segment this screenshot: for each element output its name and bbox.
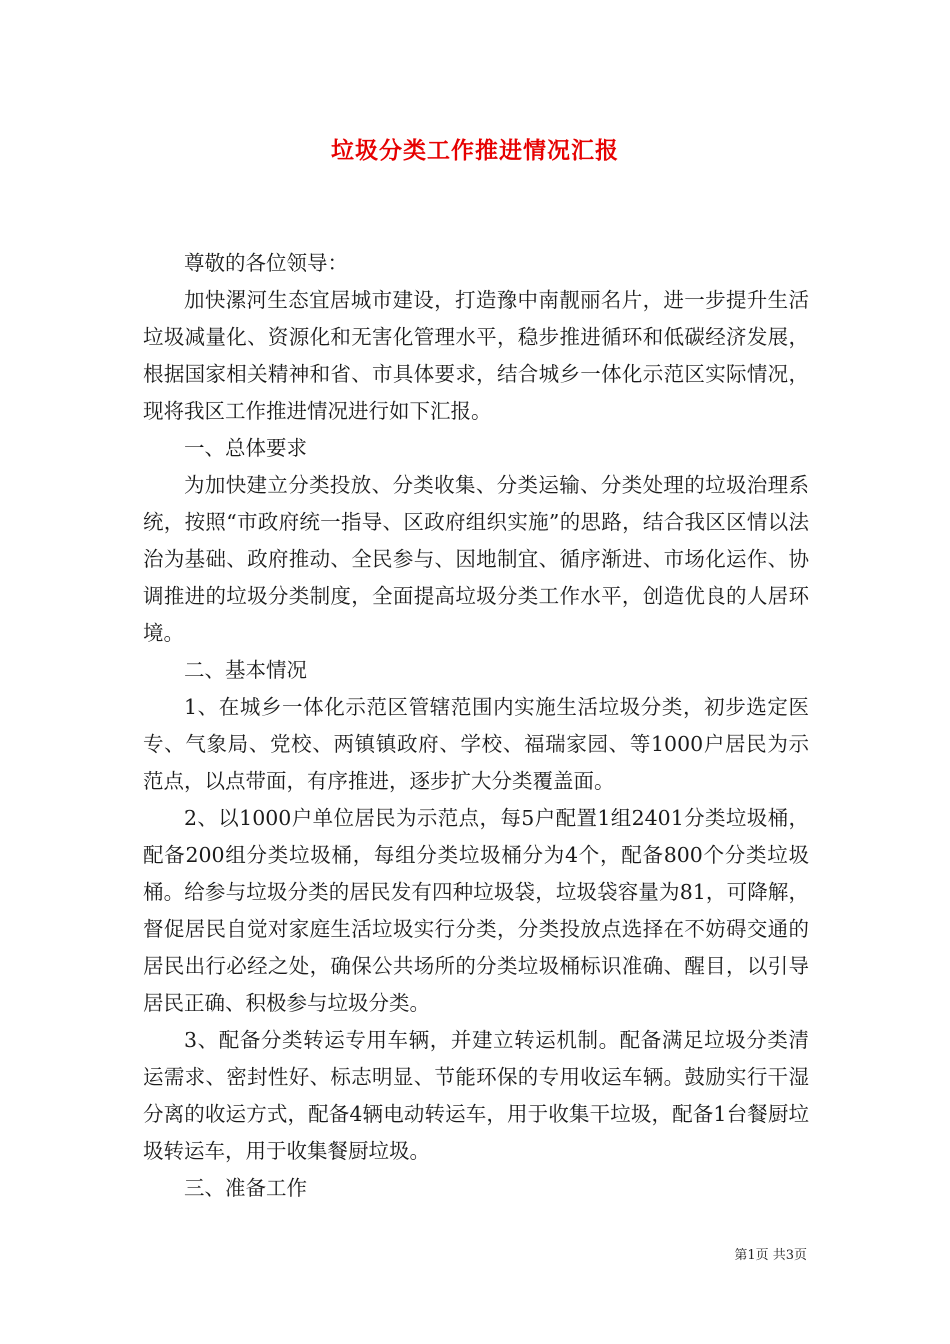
section-heading-2: 二、基本情况 (184, 658, 307, 682)
document-body (143, 245, 809, 1207)
section-2-item-1: 1、在城乡一体化示范区管辖范围内实施生活垃圾分类，初步选定医专、气象局、党校、两镇镇政府、学校、福瑞家园、等1000户居民为示范点，以点带面，有序推进，逐步扩大分类覆盖面。 (143, 695, 809, 793)
salutation: 尊敬的各位领导： (184, 251, 348, 275)
section-2-item-3: 3、配备分类转运专用车辆，并建立转运机制。配备满足垃圾分类清运需求、密封性好、标志明显、节能环保的专用收运车辆。鼓励实行干湿分离的收运方式，配备4辆电动转运车，用于收集干垃圾，配备1台餐厨垃圾转运车，用于收集餐厨垃圾。 (143, 1028, 809, 1163)
section-heading-3: 三、准备工作 (184, 1176, 307, 1200)
section-1-paragraph: 为加快建立分类投放、分类收集、分类运输、分类处理的垃圾治理系统，按照“市政府统一指导、区政府组织实施”的思路，结合我区区情以法治为基础、政府推动、全民参与、因地制宜、循序渐进、市场化运作、协调推进的垃圾分类制度，全面提高垃圾分类工作水平，创造优良的人居环境。 (143, 473, 809, 645)
page-number: 第1页 共3页 (734, 1248, 807, 1263)
section-heading-1: 一、总体要求 (184, 436, 307, 460)
section-2-item-2: 2、以1000户单位居民为示范点，每5户配置1组2401分类垃圾桶，配备200组分类垃圾桶，每组分类垃圾桶分为4个，配备800个分类垃圾桶。给参与垃圾分类的居民发有四种垃圾袋，垃圾袋容量为81，可降解，督促居民自觉对家庭生活垃圾实行分类，分类投放点选择在不妨碍交通的居民出行必经之处，确保公共场所的分类垃圾桶标识准确、醒目，以引导居民正确、积极参与垃圾分类。 (143, 806, 809, 1015)
document-title: 垃圾分类工作推进情况汇报 (331, 137, 619, 164)
intro-paragraph: 加快漯河生态宜居城市建设，打造豫中南靓丽名片，进一步提升生活垃圾减量化、资源化和无害化管理水平，稳步推进循环和低碳经济发展，根据国家相关精神和省、市具体要求，结合城乡一体化示范区实际情况，现将我区工作推进情况进行如下汇报。 (143, 288, 809, 423)
